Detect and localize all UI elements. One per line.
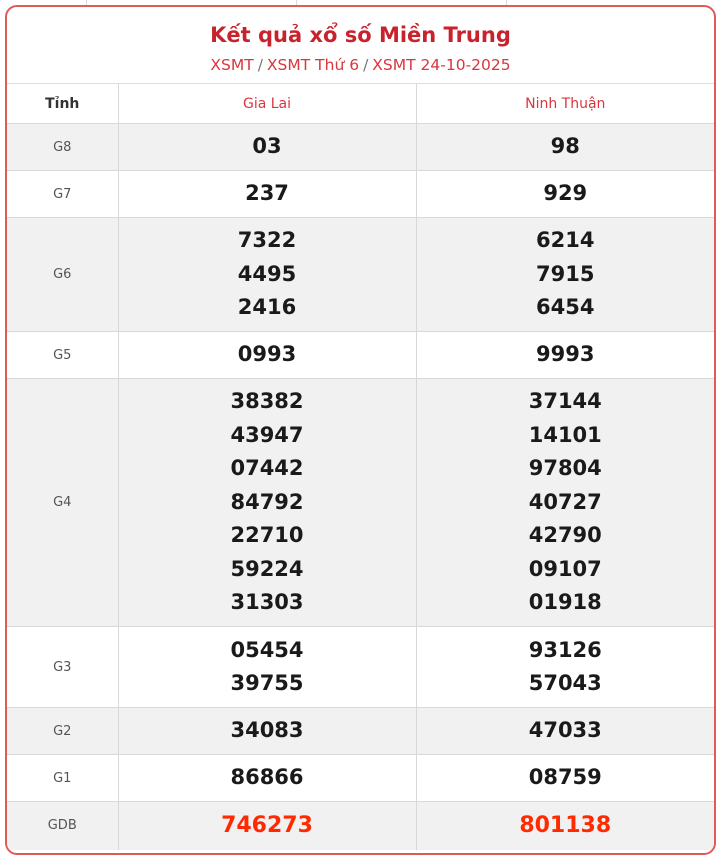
- result-number: 6454: [536, 295, 595, 320]
- result-number: 07442: [230, 456, 304, 481]
- result-number: 38382: [230, 389, 304, 414]
- result-number: 59224: [230, 556, 304, 581]
- result-cell: [118, 124, 416, 171]
- prize-row-g4: [7, 379, 714, 627]
- lottery-results-card: [5, 5, 716, 855]
- result-cell: [416, 332, 714, 379]
- breadcrumb: [7, 55, 714, 75]
- result-number: 98: [550, 134, 580, 159]
- prize-row-gdb: [7, 802, 714, 850]
- prize-row-g2: [7, 708, 714, 755]
- prize-label: G7: [7, 171, 118, 218]
- prize-label: G6: [7, 218, 118, 332]
- table-header-row: [7, 84, 714, 124]
- result-number: 7322: [237, 228, 297, 253]
- result-cell: [118, 802, 416, 850]
- result-number: 929: [543, 181, 588, 206]
- result-cell: [118, 332, 416, 379]
- result-number: 2416: [237, 295, 297, 320]
- result-cell: [118, 627, 416, 708]
- breadcrumb-link-xsmt-friday[interactable]: XSMT Thứ 6: [266, 56, 360, 74]
- result-number: 37144: [528, 389, 602, 414]
- result-number: 31303: [230, 590, 304, 615]
- result-number: 93126: [528, 637, 602, 662]
- result-number: 14101: [528, 422, 602, 447]
- result-cell: [416, 708, 714, 755]
- province-header-ninh-thuan[interactable]: Ninh Thuận: [416, 84, 714, 124]
- province-header-gia-lai[interactable]: Gia Lai: [118, 84, 416, 124]
- page-title: Kết quả xổ số Miền Trung: [210, 23, 511, 47]
- result-number: 40727: [528, 489, 602, 514]
- prize-label: G3: [7, 627, 118, 708]
- prize-label: G8: [7, 124, 118, 171]
- province-column-header: Tỉnh: [7, 84, 118, 124]
- prize-label: G1: [7, 755, 118, 802]
- prize-row-g1: [7, 755, 714, 802]
- breadcrumb-separator: /: [257, 56, 263, 74]
- result-number: 34083: [230, 718, 304, 743]
- result-cell: [416, 627, 714, 708]
- result-number: 22710: [230, 523, 304, 548]
- result-cell: [118, 218, 416, 332]
- prize-row-g3: [7, 627, 714, 708]
- result-number: 0993: [237, 342, 297, 367]
- result-number: 01918: [528, 590, 602, 615]
- result-number: 42790: [528, 523, 602, 548]
- result-number: 97804: [528, 456, 602, 481]
- result-cell: [416, 379, 714, 627]
- prize-row-g8: [7, 124, 714, 171]
- result-cell: [118, 379, 416, 627]
- result-cell: [416, 755, 714, 802]
- breadcrumb-link-xsmt[interactable]: XSMT: [210, 56, 254, 74]
- result-number: 86866: [230, 765, 304, 790]
- result-cell: [118, 755, 416, 802]
- prize-row-g7: [7, 171, 714, 218]
- result-number: 39755: [230, 671, 304, 695]
- prize-label: G2: [7, 708, 118, 755]
- result-cell: [416, 218, 714, 332]
- result-number: 9993: [536, 342, 595, 367]
- prize-label: G5: [7, 332, 118, 379]
- result-number: 4495: [237, 261, 297, 286]
- result-number: 43947: [230, 422, 304, 447]
- result-number: 03: [252, 134, 282, 159]
- result-number: 6214: [536, 228, 595, 253]
- prize-row-g5: [7, 332, 714, 379]
- result-number: 09107: [528, 556, 602, 581]
- breadcrumb-separator: /: [363, 56, 369, 74]
- breadcrumb-link-xsmt-date[interactable]: XSMT 24-10-2025: [372, 56, 511, 74]
- prize-label: G4: [7, 379, 118, 627]
- special-prize-number: 746273: [221, 813, 313, 839]
- result-number: 237: [245, 181, 289, 206]
- result-cell: [416, 124, 714, 171]
- result-number: 7915: [536, 261, 595, 286]
- result-number: 57043: [528, 671, 602, 695]
- prize-label: GDB: [7, 802, 118, 850]
- result-cell: [416, 802, 714, 850]
- result-cell: [416, 171, 714, 218]
- special-prize-number: 801138: [519, 813, 612, 839]
- result-cell: [118, 708, 416, 755]
- prize-row-g6: [7, 218, 714, 332]
- result-number: 84792: [230, 489, 304, 514]
- result-cell: [118, 171, 416, 218]
- result-number: 47033: [528, 718, 602, 743]
- result-number: 08759: [528, 765, 602, 790]
- results-table: [7, 84, 714, 850]
- result-number: 05454: [230, 637, 304, 662]
- results-header: [7, 7, 714, 84]
